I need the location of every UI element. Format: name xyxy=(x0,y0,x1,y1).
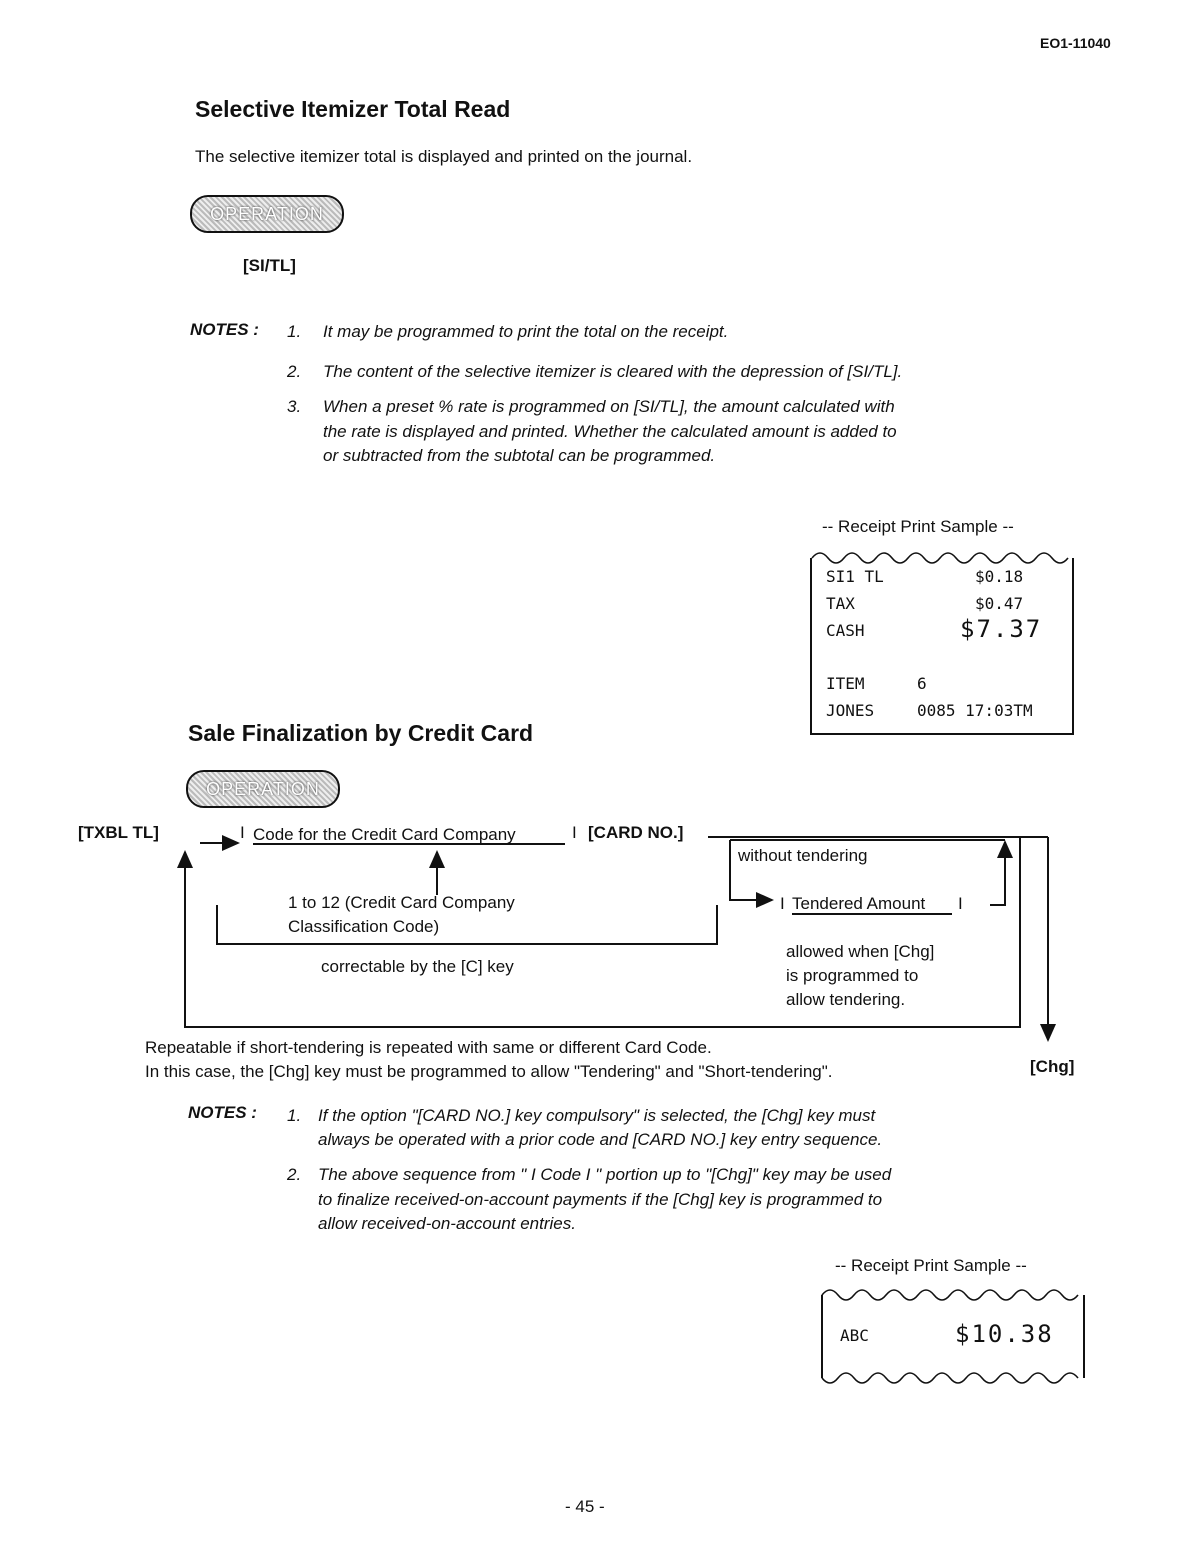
receipt-text: SI1 TL xyxy=(826,567,884,586)
section2-title: Sale Finalization by Credit Card xyxy=(188,720,534,746)
receipt-label: -- Receipt Print Sample -- xyxy=(835,1256,1027,1275)
section1-intro: The selective itemizer total is displayed and printed on the journal. xyxy=(195,147,693,166)
receipt-label: -- Receipt Print Sample -- xyxy=(822,517,1014,536)
note-line: The content of the selective itemizer is cleared with the depression of [SI/TL]. xyxy=(323,362,903,381)
notes-label: NOTES : xyxy=(188,1103,257,1122)
receipt-text: CASH xyxy=(826,621,865,640)
note-num: 3. xyxy=(287,397,302,416)
range-text: 1 to 12 (Credit Card Company xyxy=(288,893,515,912)
receipt-text: ITEM xyxy=(826,674,865,693)
note-line: When a preset % rate is programmed on [SI/TL], the amount calculated with xyxy=(323,397,895,416)
allowed-text: allowed when [Chg] xyxy=(786,942,935,961)
card-company-code: Code for the Credit Card Company xyxy=(253,825,516,844)
without-tendering-text: without tendering xyxy=(738,846,868,865)
note-line: to finalize received-on-account payments if the [Chg] key is programmed to xyxy=(318,1190,883,1209)
note-num: 2. xyxy=(287,362,302,381)
txbl-tl-key: [TXBL TL] xyxy=(78,823,159,842)
note-line: or subtracted from the subtotal can be programmed. xyxy=(323,446,716,465)
note-line: It may be programmed to print the total on the receipt. xyxy=(323,322,729,341)
note-line: always be operated with a prior code and [CARD NO.] key entry sequence. xyxy=(318,1130,883,1149)
page-number: - 45 - xyxy=(565,1497,605,1516)
allowed-text: allow tendering. xyxy=(786,990,906,1009)
note-line: allow received-on-account entries. xyxy=(318,1214,576,1233)
doc-code: EO1-11040 xyxy=(1040,35,1111,51)
document-page: EO1-11040 Selective Itemizer Total Read The selective itemizer total is displayed and printed on the journal. OPERATION [SI/TL] NOTES : 1. It may be programmed to print the total on the receipt. 2. The content of the selective itemizer is cleared with the depression of [SI/TL]. 3. When a preset % rate is programmed on [SI/TL], the amount calculated with the rate is displayed and printed. Whether the calculated amount is added to or subtracted from the subtotal can be programmed. -- Receipt Print Sample -- SI1 TL $0.18 TAX $0.47 CASH $7.37 ITEM 6 JONES 0085 17:03TM Sale Finalization by Credit Card OPERATION [TXBL TL] I Code for the Credit Card Company I [CARD NO.] 1 to 12 (Credit Card Company Classification Code) correctable by the [C] key without tendering I Tendered Amount I allowed when [Chg] is programmed to allow tendering. Repeatable if short-tendering is repeated with same or different Card Code. In this case, the [Chg] key must be programmed to allow "Tendering" and "Short-tendering". [Chg] NOTES : 1. If the option "[CARD NO.] key compulsory" is selected, the [Chg] key must always be operated with a prior code and [CARD NO.] key entry sequence. 2. The above sequence from " I Code I " portion up to "[Chg]" key may be used to finalize received-on-account payments if the [Chg] key is programmed to allow received-on-account entries. -- Receipt Print Sample -- ABC $10.38 - 45 - xyxy=(0,0,1202,1560)
notes-label: NOTES : xyxy=(190,320,259,339)
note-line: If the option "[CARD NO.] key compulsory" is selected, the [Chg] key must xyxy=(318,1106,876,1125)
note-line: the rate is displayed and printed. Whether the calculated amount is added to xyxy=(323,422,897,441)
repeat-text: Repeatable if short-tendering is repeated with same or different Card Code. xyxy=(145,1038,712,1057)
chg-key: [Chg] xyxy=(1030,1057,1075,1076)
range-text: Classification Code) xyxy=(288,917,440,936)
tendered-amount: Tendered Amount xyxy=(792,894,926,913)
receipt-total: $7.37 xyxy=(960,615,1043,643)
receipt-total: $10.38 xyxy=(955,1320,1054,1348)
receipt-text: TAX xyxy=(826,594,855,613)
allowed-text: is programmed to xyxy=(786,966,919,985)
section1-title: Selective Itemizer Total Read xyxy=(195,96,511,122)
note-num: 1. xyxy=(287,322,302,341)
operation-badge: OPERATION xyxy=(190,195,344,233)
receipt-text: ABC xyxy=(840,1326,869,1345)
repeat-text: In this case, the [Chg] key must be programmed to allow "Tendering" and "Short-tendering". xyxy=(145,1062,833,1081)
receipt-text: 6 xyxy=(917,674,927,693)
operation-badge: OPERATION xyxy=(186,770,340,808)
card-no-key: [CARD NO.] xyxy=(588,823,684,842)
receipt-text: $0.18 xyxy=(975,567,1024,586)
receipt-text: JONES xyxy=(826,701,875,720)
receipt-text: 0085 17:03TM xyxy=(917,701,1033,720)
si-tl-key: [SI/TL] xyxy=(243,256,296,275)
receipt-text: $0.47 xyxy=(975,594,1024,613)
correctable-text: correctable by the [C] key xyxy=(321,957,514,976)
note-line: The above sequence from " I Code I " portion up to "[Chg]" key may be used xyxy=(318,1165,892,1184)
note-num: 1. xyxy=(287,1106,302,1125)
note-num: 2. xyxy=(287,1165,302,1184)
